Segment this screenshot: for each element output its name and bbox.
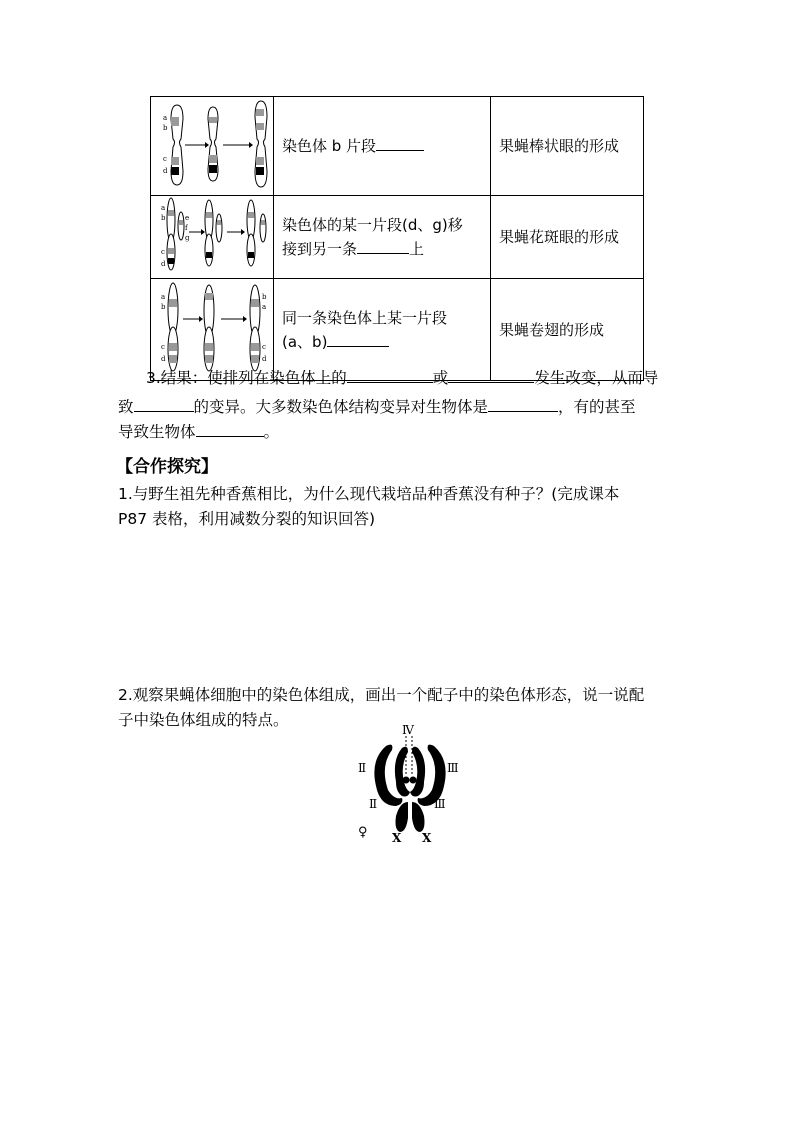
answer-blank[interactable] — [196, 420, 264, 437]
deletion-diagram — [151, 97, 273, 191]
chromosome-figure — [161, 283, 267, 371]
label-X-right: X — [422, 831, 432, 845]
label-III-bottom: Ⅲ — [434, 797, 446, 811]
text: 发生改变，从而导 — [534, 369, 659, 387]
chromosome-X-left — [396, 802, 409, 832]
svg-text:e: e — [185, 214, 190, 222]
label-III-top: Ⅲ — [447, 761, 459, 775]
answer-blank[interactable] — [488, 395, 558, 412]
answer-blank[interactable] — [347, 366, 433, 383]
chromosome-IV-dot — [410, 777, 417, 784]
description-cell — [274, 196, 491, 279]
fruit-fly-karyotype — [350, 720, 470, 850]
description-text: 染色体的某一片段(d、g)移 — [282, 216, 463, 234]
chromosome-IV-dot — [403, 777, 410, 784]
text: 或 — [432, 369, 449, 387]
figure-cell-deletion — [151, 97, 274, 196]
svg-text:d: d — [161, 355, 166, 363]
svg-text:c: c — [161, 343, 165, 351]
question-2-line1: 2.观察果蝇体细胞中的染色体组成，画出一个配子中的染色体形态，说一说配 — [118, 686, 645, 704]
svg-text:c: c — [161, 248, 165, 256]
svg-text:d: d — [161, 260, 166, 268]
answer-blank[interactable] — [327, 330, 389, 347]
text: 3.结果：使排列在染色体上的 — [146, 369, 347, 387]
answer-blank[interactable] — [376, 134, 424, 151]
label-IV: Ⅳ — [402, 723, 414, 737]
result-text: 果蝇卷翅的形成 — [499, 320, 605, 339]
description-text: 接到另一条 — [282, 240, 358, 258]
figure-cell-translocation — [151, 196, 274, 279]
answer-blank[interactable] — [448, 366, 534, 383]
svg-text:b: b — [262, 293, 267, 301]
svg-text:a: a — [163, 114, 168, 122]
svg-text:b: b — [161, 303, 166, 311]
svg-text:a: a — [161, 293, 166, 301]
svg-text:g: g — [185, 234, 190, 242]
text: 的变异。大多数染色体结构变异对生物体是 — [193, 398, 489, 416]
label-II-bottom: Ⅱ — [369, 797, 378, 811]
chromosome-II-left-inner — [395, 747, 410, 797]
text: 。 — [263, 423, 280, 441]
chromosome-X-right — [412, 802, 425, 832]
text: 致 — [118, 398, 134, 416]
svg-text:b: b — [161, 214, 166, 222]
chromosome-figure — [163, 101, 267, 187]
result-paragraph-line3 — [118, 418, 678, 447]
svg-text:c: c — [262, 343, 266, 351]
description-cell — [274, 97, 491, 196]
result-text: 果蝇棒状眼的形成 — [499, 137, 620, 155]
translocation-diagram — [151, 196, 273, 274]
svg-text:d: d — [163, 167, 168, 175]
chromosome-III-right-inner — [410, 747, 425, 797]
question-1-line2: P87 表格，利用减数分裂的知识回答) — [118, 510, 376, 528]
question-1-line1: 1.与野生祖先种香蕉相比，为什么现代栽培品种香蕉没有种子？(完成课本 — [118, 485, 620, 503]
answer-blank[interactable] — [357, 237, 409, 254]
svg-text:f: f — [185, 224, 188, 232]
svg-text:a: a — [262, 303, 267, 311]
text: ，有的甚至 — [558, 398, 636, 416]
result-cell — [491, 97, 644, 196]
svg-text:c: c — [163, 155, 167, 163]
description-text: 染色体 b 片段 — [282, 137, 377, 155]
question-2-line2: 子中染色体组成的特点。 — [118, 711, 289, 729]
inversion-diagram — [151, 279, 273, 376]
result-cell — [491, 196, 644, 279]
result-text: 果蝇花斑眼的形成 — [499, 228, 620, 246]
answer-blank[interactable] — [134, 395, 194, 412]
result-paragraph-line1 — [146, 364, 686, 393]
text: 导致生物体 — [118, 423, 196, 441]
svg-text:d: d — [262, 355, 267, 363]
svg-text:a: a — [161, 204, 166, 212]
description-text: (a、b) — [282, 332, 328, 351]
label-II-top: Ⅱ — [358, 761, 367, 775]
svg-text:b: b — [163, 124, 168, 132]
label-female: ♀ — [358, 825, 368, 840]
section-heading: 【合作探究】 — [116, 457, 218, 477]
chromosome-variation-table — [150, 96, 644, 381]
description-text: 上 — [409, 240, 425, 258]
label-X-left: X — [392, 831, 402, 845]
chromosome-figure — [161, 198, 266, 270]
description-text: 同一条染色体上某一片段 — [282, 308, 448, 327]
